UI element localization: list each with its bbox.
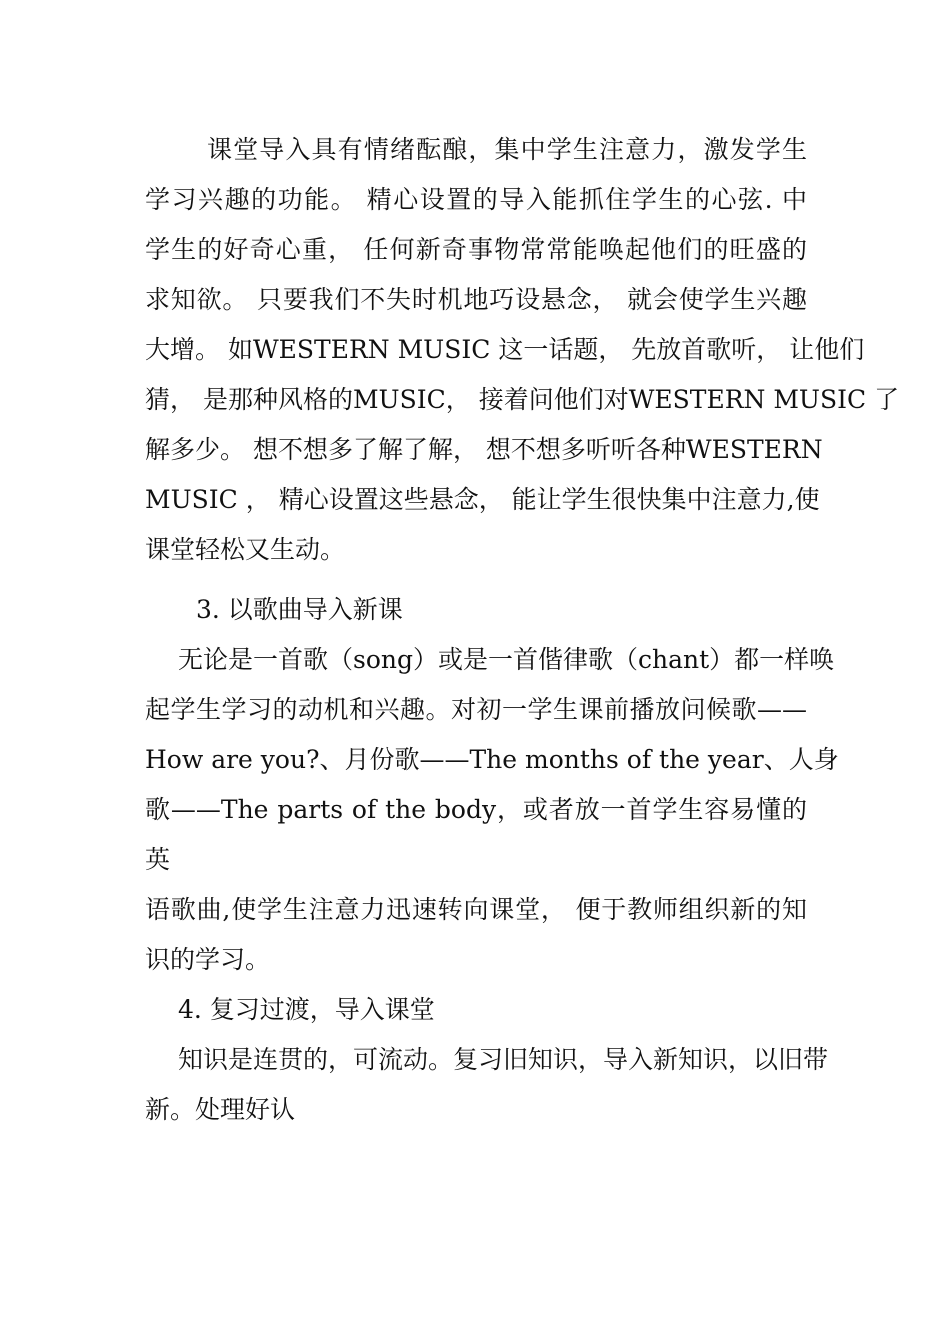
paragraph-1-line-8: MUSIC ， 精心设置这些悬念， 能让学生很快集中注意力,使: [145, 485, 820, 514]
paragraph-1-line-9: 课堂轻松又生动。: [145, 535, 346, 564]
paragraph-2-line-3: How are you?、月份歌——The months of the year、人身: [145, 745, 839, 774]
paragraph-1-line-6: 猜， 是那种风格的MUSIC， 接着问他们对WESTERN MUSIC 了: [145, 385, 900, 414]
paragraph-1-line-4: 求知欲。 只要我们不失时机地巧设悬念， 就会使学生兴趣: [145, 285, 807, 314]
paragraph-2-line-6: 语歌曲,使学生注意力迅速转向课堂， 便于教师组织新的知: [145, 895, 807, 924]
section-heading-4: 4. 复习过渡，导入课堂: [178, 995, 435, 1024]
paragraph-3-line-2: 新。处理好认: [145, 1095, 296, 1124]
section-heading-3: 3. 以歌曲导入新课: [196, 595, 403, 624]
paragraph-1-line-2: 学习兴趣的功能。 精心设置的导入能抓住学生的心弦. 中: [145, 185, 807, 214]
paragraph-1-line-5: 大增。 如WESTERN MUSIC 这一话题， 先放首歌听， 让他们: [145, 335, 865, 364]
paragraph-2-line-1: 无论是一首歌（song）或是一首偕律歌（chant）都一样唤: [178, 645, 835, 674]
paragraph-2-line-2: 起学生学习的动机和兴趣。对初一学生课前播放问候歌——: [145, 695, 807, 724]
paragraph-1-line-1: 课堂导入具有情绪酝酿，集中学生注意力，激发学生: [207, 135, 807, 164]
paragraph-2-line-7: 识的学习。: [145, 945, 271, 974]
paragraph-1-line-3: 学生的好奇心重， 任何新奇事物常常能唤起他们的旺盛的: [145, 235, 807, 264]
paragraph-2-line-4: 歌——The parts of the body，或者放一首学生容易懂的: [145, 795, 807, 824]
paragraph-2-line-5: 英: [145, 845, 171, 874]
paragraph-3-line-1: 知识是连贯的，可流动。复习旧知识，导入新知识，以旧带: [178, 1045, 829, 1074]
paragraph-1-line-7: 解多少。 想不想多了解了解， 想不想多听听各种WESTERN: [145, 435, 823, 464]
